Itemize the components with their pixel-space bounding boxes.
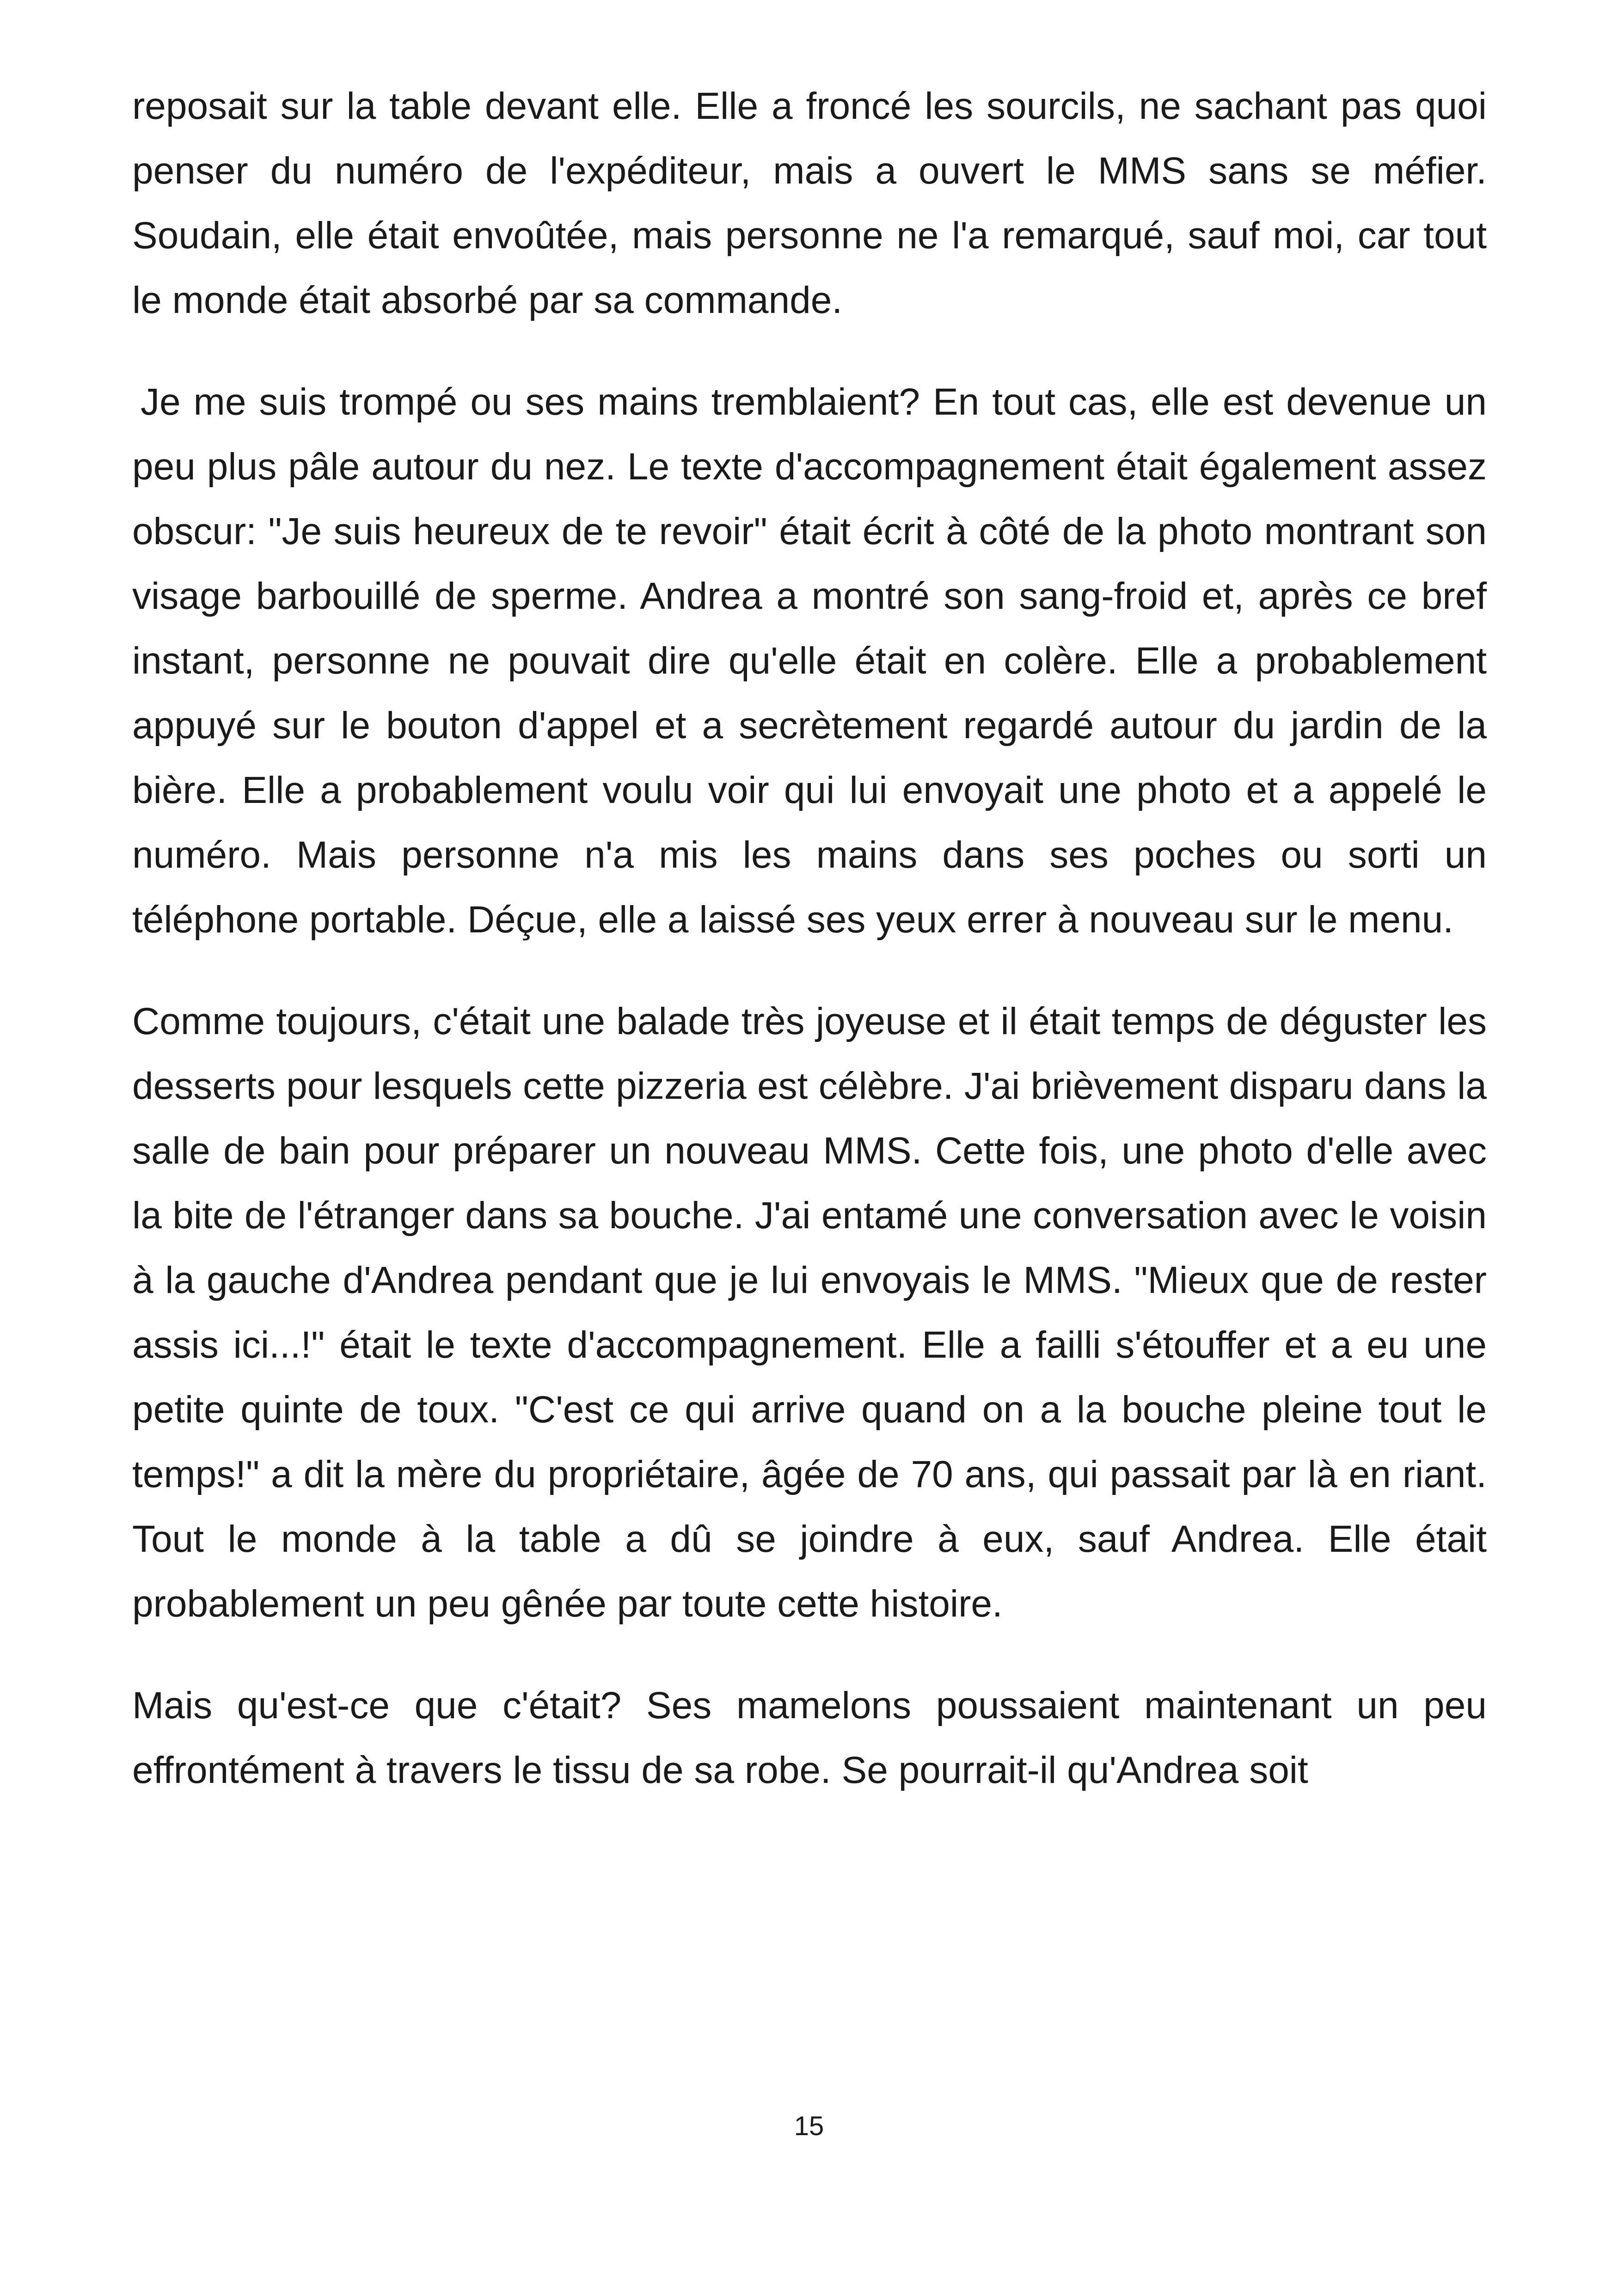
- paragraph-3: Comme toujours, c'était une balade très joyeuse et il était temps de déguster les desserts pour lesquels cette pizzeria est célèbre. J'ai brièvement disparu dans la salle de bain pour préparer un nouveau MMS. Cette fois, une photo d'elle avec la bite de l'étranger dans sa bouche. J'ai entamé une conversation avec le voisin à la gauche d'Andrea pendant que je lui envoyais le MMS. "Mieux que de rester assis ici...!" était le texte d'accompagnement. Elle a failli s'étouffer et a eu une petite quinte de toux. "C'est ce qui arrive quand on a la bouche pleine tout le temps!" a dit la mère du propriétaire, âgée de 70 ans, qui passait par là en riant. Tout le monde à la table a dû se joindre à eux, sauf Andrea. Elle était probablement un peu gênée par toute cette histoire.: [132, 1000, 1487, 1625]
- paragraph-1: reposait sur la table devant elle. Elle a froncé les sourcils, ne sachant pas quoi penser du numéro de l'expéditeur, mais a ouvert le MMS sans se méfier. Soudain, elle était envoûtée, mais personne ne l'a remarqué, sauf moi, car tout le monde était absorbé par sa commande.: [132, 85, 1487, 321]
- paragraph-4: Mais qu'est-ce que c'était? Ses mamelons poussaient maintenant un peu effrontément à travers le tissu de sa robe. Se pourrait-il qu'Andrea soit: [132, 1684, 1487, 1791]
- body-text: [132, 74, 1487, 1840]
- page-number: 15: [794, 2111, 824, 2141]
- paragraph-2: Je me suis trompé ou ses mains tremblaient? En tout cas, elle est devenue un peu plus pâle autour du nez. Le texte d'accompagnement était également assez obscur: "Je suis heureux de te revoir" était écrit à côté de la photo montrant son visage barbouillé de sperme. Andrea a montré son sang-froid et, après ce bref instant, personne ne pouvait dire qu'elle était en colère. Elle a probablement appuyé sur le bouton d'appel et a secrètement regardé autour du jardin de la bière. Elle a probablement voulu voir qui lui envoyait une photo et a appelé le numéro. Mais personne n'a mis les mains dans ses poches ou sorti un téléphone portable. Déçue, elle a laissé ses yeux errer à nouveau sur le menu.: [132, 381, 1487, 941]
